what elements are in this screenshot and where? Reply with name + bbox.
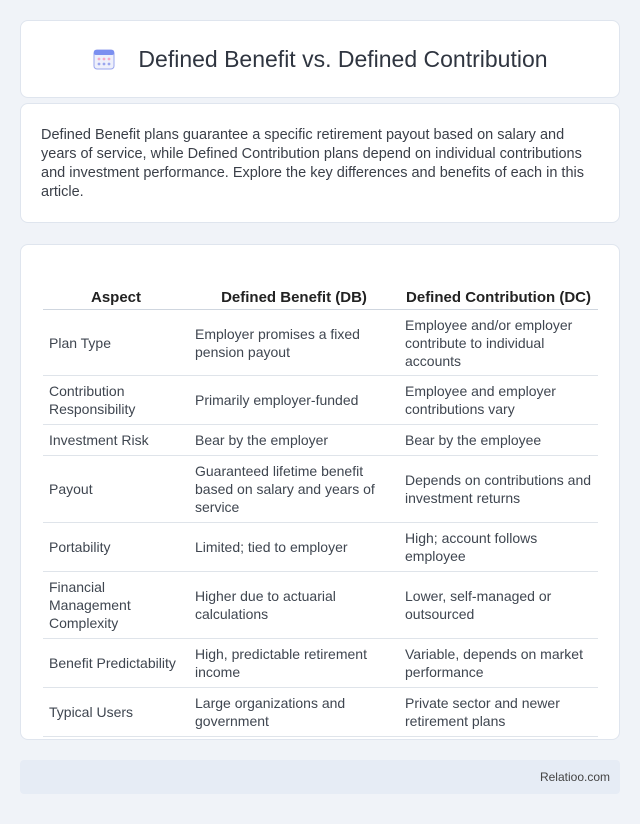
cell-dc: Depends on contributions and investment returns xyxy=(399,456,598,523)
cell-db: Limited; tied to employer xyxy=(189,523,399,572)
cell-db: High, predictable retirement income xyxy=(189,639,399,688)
cell-dc: High; account follows employee xyxy=(399,523,598,572)
cell-dc: Variable, depends on market performance xyxy=(399,639,598,688)
intro-card xyxy=(20,103,620,223)
header-defined-contribution: Defined Contribution (DC) xyxy=(399,265,598,310)
cell-aspect: Benefit Predictability xyxy=(43,639,189,688)
cell-db: Bear by the employer xyxy=(189,425,399,456)
comparison-table xyxy=(43,265,598,737)
comparison-table-card xyxy=(20,244,620,740)
cell-aspect: Portability xyxy=(43,523,189,572)
cell-db: Employer promises a fixed pension payout xyxy=(189,310,399,376)
cell-dc: Private sector and newer retirement plans xyxy=(399,688,598,737)
table-row xyxy=(43,310,598,376)
cell-aspect: Typical Users xyxy=(43,688,189,737)
cell-aspect: Contribution Responsibility xyxy=(43,376,189,425)
table-row xyxy=(43,425,598,456)
calendar-icon xyxy=(92,47,116,71)
cell-dc: Bear by the employee xyxy=(399,425,598,456)
footer-brand[interactable]: Relatioo.com xyxy=(539,770,610,784)
table-row xyxy=(43,688,598,737)
table-row xyxy=(43,572,598,639)
cell-db: Guaranteed lifetime benefit based on salary and years of service xyxy=(189,456,399,523)
table-row xyxy=(43,523,598,572)
header-defined-benefit: Defined Benefit (DB) xyxy=(189,265,399,310)
table-row xyxy=(43,456,598,523)
cell-aspect: Plan Type xyxy=(43,310,189,376)
table-row xyxy=(43,376,598,425)
title-card xyxy=(20,20,620,98)
cell-dc: Lower, self-managed or outsourced xyxy=(399,572,598,639)
cell-db: Higher due to actuarial calculations xyxy=(189,572,399,639)
table-row xyxy=(43,639,598,688)
cell-aspect: Payout xyxy=(43,456,189,523)
footer xyxy=(20,760,620,794)
table-header-row xyxy=(43,265,598,310)
intro-text: Defined Benefit plans guarantee a specific retirement payout based on salary and years of service, while Defined Contribution plans depend on individual contributions and investment performance. Explore the key differences and benefits of each in this article. xyxy=(41,127,584,200)
cell-aspect: Financial Management Complexity xyxy=(43,572,189,639)
cell-dc: Employee and/or employer contribute to individual accounts xyxy=(399,310,598,376)
cell-db: Primarily employer-funded xyxy=(189,376,399,425)
header-aspect: Aspect xyxy=(43,265,189,310)
page-title: Defined Benefit vs. Defined Contribution xyxy=(138,45,548,72)
cell-aspect: Investment Risk xyxy=(43,425,189,456)
cell-db: Large organizations and government xyxy=(189,688,399,737)
cell-dc: Employee and employer contributions vary xyxy=(399,376,598,425)
